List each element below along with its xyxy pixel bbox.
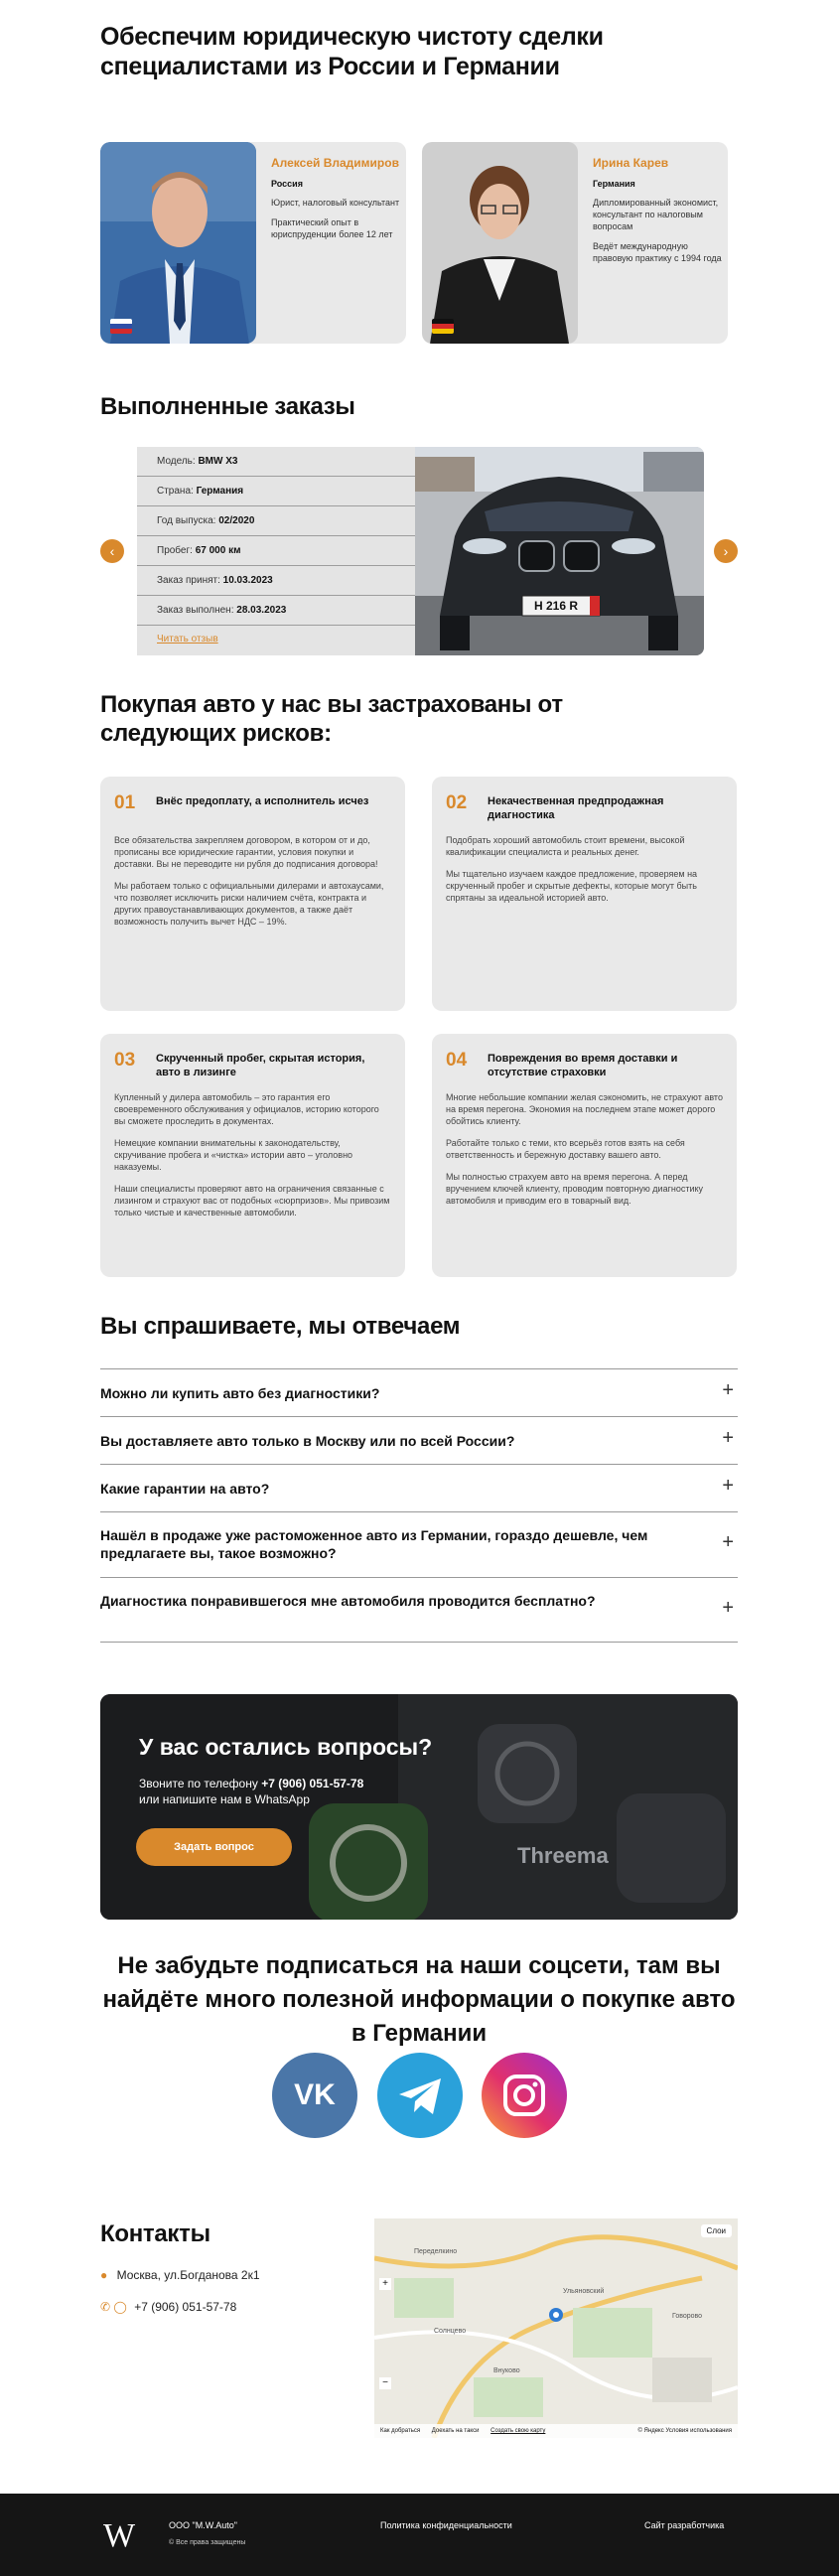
address: ● Москва, ул.Богданова 2к1 [100, 2268, 260, 2282]
taxi-link[interactable]: Доехать на такси [431, 2428, 480, 2434]
risk-text: Многие небольшие компании желая сэкономить, не страхуют авто на время перегона. Экономия на последнем этапе может дорого обойтись клиенту. [446, 1092, 723, 1126]
company-name: ООО "M.W.Auto" [169, 2520, 237, 2530]
specialists-title: Обеспечим юридическую чистоту сделки специалистами из России и Германии [100, 23, 604, 80]
order-row: Модель: BMW X3 [137, 447, 415, 477]
germany-flag-icon [432, 319, 454, 334]
risk-text: Подобрать хороший автомобиль стоит времени, высокой квалификации специалиста и реальных денег. [446, 835, 685, 857]
car-photo [415, 447, 704, 655]
order-row: Заказ принят: 10.03.2023 [137, 566, 415, 596]
phone-icon: ✆ [100, 2300, 111, 2314]
faq-item[interactable] [100, 1511, 738, 1577]
risk-card [432, 777, 737, 1011]
faq-question: Диагностика понравившегося мне автомобиля проводится бесплатно? [100, 1593, 596, 1609]
map-label: Внуково [493, 2367, 520, 2374]
plus-icon[interactable]: + [722, 1531, 734, 1553]
risk-text: Работайте только с теми, кто всерьёз готов взять на себя ответственность и бережную доставку вашего авто. [446, 1138, 685, 1160]
plus-icon[interactable]: + [722, 1475, 734, 1497]
specialist-desc: Ведёт международную правовую практику с 1994 года [593, 241, 722, 263]
order-row: Год выпуска: 02/2020 [137, 506, 415, 536]
risk-text: Мы тщательно изучаем каждое предложение, проверяем на скрученный пробег и скрытые дефекты, которые могут быть спрятаны за идеальной историей авто. [446, 869, 698, 903]
faq-item[interactable] [100, 1416, 738, 1464]
read-review-link[interactable]: Читать отзыв [157, 634, 218, 644]
risk-card [100, 1034, 405, 1277]
map-label: Переделкино [414, 2248, 458, 2255]
plus-icon[interactable]: + [722, 1427, 734, 1449]
cta-text: Звоните по телефону +7 (906) 051-57-78 или напишите нам в WhatsApp [139, 1777, 364, 1806]
faq-question: Нашёл в продаже уже растоможенное авто из Германии, гораздо дешевле, чем предлагаете вы, такое возможно? [100, 1527, 648, 1561]
location-pin-icon: ● [100, 2268, 108, 2282]
map-footer [374, 2424, 738, 2438]
orders-title: Выполненные заказы [100, 393, 355, 420]
russia-flag-icon [110, 319, 132, 334]
privacy-link[interactable]: Политика конфиденциальности [380, 2520, 512, 2530]
order-row: Пробег: 67 000 км [137, 536, 415, 566]
plus-icon[interactable]: + [722, 1379, 734, 1401]
risk-text: Купленный у дилера автомобиль – это гарантия его своевременного обслуживания у официалов, историю которого вы сможете проследить в документах. [114, 1092, 379, 1126]
map[interactable] [374, 2218, 738, 2438]
plus-icon[interactable]: + [722, 1597, 734, 1619]
risk-text: Мы полностью страхуем авто на время перегона. А перед вручением ключей клиенту, проводим повторную диагностику автомобиля и приводим его в товарный вид. [446, 1172, 704, 1206]
order-row: Страна: Германия [137, 477, 415, 506]
order-row: Заказ выполнен: 28.03.2023 [137, 596, 415, 626]
developer-link[interactable]: Сайт разработчика [644, 2520, 725, 2530]
cta-title: У вас остались вопросы? [139, 1734, 433, 1760]
directions-link[interactable]: Как добраться [380, 2428, 421, 2434]
risk-title: Повреждения во время доставки и отсутствие страховки [488, 1053, 678, 1078]
social-title: Не забудьте подписаться на наши соцсети, там вы найдёте много полезной информации о покупке авто в Германии [102, 1952, 736, 2047]
carousel-prev-button[interactable]: ‹ [100, 539, 124, 563]
risk-text: Наши специалисты проверяют авто на ограничения связанные с лизингом и страхуют вас от подобных «сюрпризов». Мы привозим только чистые и качественные автомобили. [114, 1184, 390, 1217]
footer [0, 2494, 839, 2576]
specialist-desc: Дипломированный экономист, консультант по налоговым вопросам [593, 198, 719, 231]
carousel-next-button[interactable]: › [714, 539, 738, 563]
faq-question: Вы доставляете авто только в Москву или по всей России? [100, 1433, 515, 1449]
order-details [137, 447, 415, 655]
specialist-desc: Практический опыт в юриспруденции более 12 лет [271, 217, 393, 239]
risks-title: Покупая авто у нас вы застрахованы от следующих рисков: [100, 691, 563, 747]
risk-title: Скрученный пробег, скрытая история, авто в лизинге [156, 1053, 365, 1078]
faq-item[interactable] [100, 1577, 738, 1643]
specialist-card [100, 142, 406, 344]
zoom-out-button[interactable]: − [379, 2377, 391, 2389]
create-map-link[interactable]: Создать свою карту [490, 2428, 546, 2434]
risk-number: 03 [114, 1050, 136, 1071]
faq-item[interactable] [100, 1464, 738, 1511]
faq-question: Можно ли купить авто без диагностики? [100, 1385, 380, 1401]
specialist-name: Ирина Карев [593, 156, 669, 170]
specialist-desc: Юрист, налоговый консультант [271, 198, 400, 208]
ask-question-button[interactable]: Задать вопрос [136, 1828, 292, 1866]
faq-title: Вы спрашиваете, мы отвечаем [100, 1313, 461, 1340]
zoom-in-button[interactable]: + [379, 2278, 391, 2290]
contact-phone[interactable]: ✆ ◯ +7 (906) 051-57-78 [100, 2300, 237, 2314]
specialist-card [422, 142, 728, 344]
telegram-link[interactable] [377, 2053, 463, 2138]
vk-icon: VK [294, 2078, 336, 2111]
instagram-link[interactable] [482, 2053, 567, 2138]
risk-card [432, 1034, 737, 1277]
risk-title: Внёс предоплату, а исполнитель исчез [156, 795, 369, 807]
contacts-title: Контакты [100, 2220, 210, 2247]
map-label: Ульяновский [563, 2288, 605, 2295]
risk-text: Мы работаем только с официальными дилерами и автохаусами, что позволяет исключить риски наличием счёта, контракта и других правоустанавливающих документов, а также даёт возможность получить вычет НДС – 19%. [114, 881, 384, 927]
risk-number: 04 [446, 1050, 468, 1071]
instagram-icon [482, 2053, 567, 2138]
specialist-photo [422, 142, 578, 344]
questions-banner [100, 1694, 738, 1920]
faq-question: Какие гарантии на авто? [100, 1481, 270, 1497]
risk-title: Некачественная предпродажная диагностика [488, 795, 664, 821]
risk-number: 02 [446, 792, 468, 813]
specialist-photo [100, 142, 256, 344]
threema-label: Threema [517, 1843, 609, 1868]
cta-phone[interactable]: +7 (906) 051-57-78 [261, 1777, 364, 1790]
risk-card [100, 777, 405, 1011]
vk-link[interactable] [272, 2053, 357, 2138]
yandex-terms[interactable]: © Яндекс Условия использования [637, 2428, 732, 2434]
copyright: © Все права защищены [169, 2539, 246, 2546]
map-label: Говорово [672, 2313, 703, 2320]
whatsapp-icon: ◯ [113, 2300, 127, 2314]
risk-text: Все обязательства закрепляем договором, в котором от и до, прописаны все юридические гарантии, условия покупки и доставки. Вы не переводите ни рубля до подписания договора! [114, 835, 378, 869]
specialist-country: Россия [271, 179, 303, 189]
map-label: Солнцево [434, 2328, 467, 2335]
faq-item[interactable] [100, 1368, 738, 1416]
specialist-name: Алексей Владимиров [271, 156, 399, 170]
logo[interactable]: W [103, 2517, 136, 2554]
risk-number: 01 [114, 792, 136, 813]
specialist-country: Германия [593, 179, 635, 189]
license-plate: H 216 R [533, 599, 579, 613]
telegram-icon [377, 2053, 463, 2138]
risk-text: Немецкие компании внимательны к законодательству, скручивание пробега и «чистка» истории авто – уголовно наказуемы. [114, 1138, 353, 1172]
map-layers-button[interactable]: Слои [701, 2224, 732, 2237]
